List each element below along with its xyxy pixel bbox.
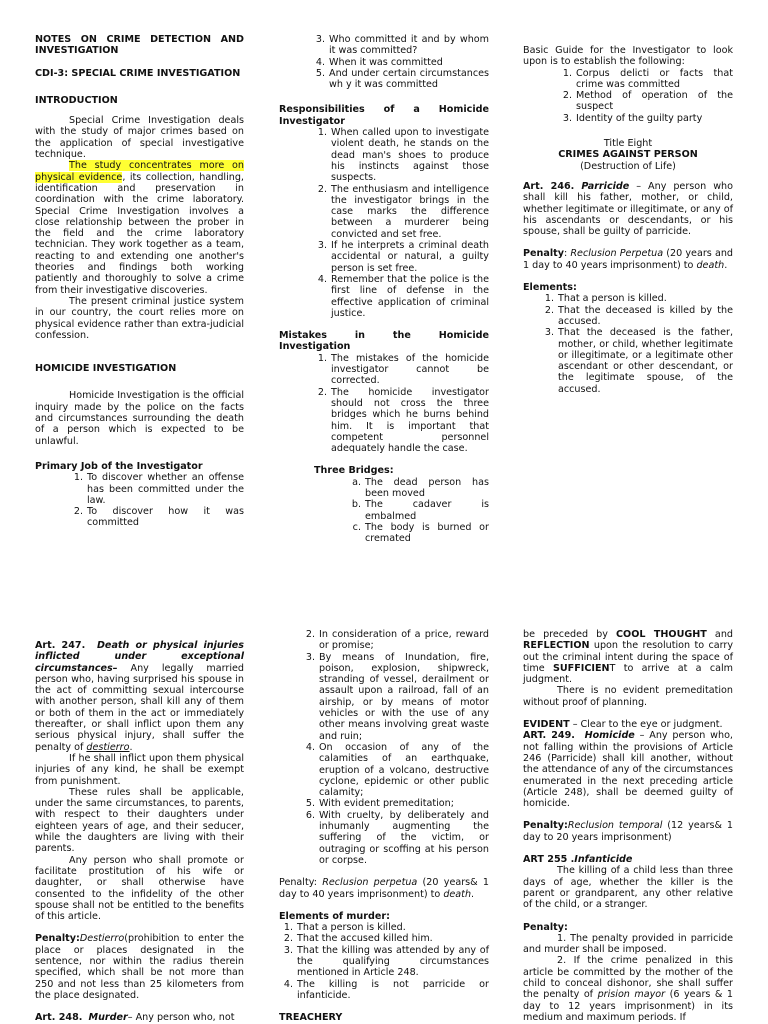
list-item: 4. Remember that the police is the first line of defense in the effective application of criminal justice.: [317, 273, 489, 319]
qualifying-circumstances-list: [279, 629, 489, 866]
homicide-paragraph: Homicide Investigation is the official inquiry made by the police on the facts and circumstances surrounding the death of a person which is expected to be unlawful.: [35, 390, 244, 447]
list-item: 2. The enthusiasm and intelligence the investigator brings in the case marks the difference between a murderer being convicted and set free.: [317, 183, 489, 240]
list-item: 2. The homicide investigator should not cross the three bridges which he burns behind him. It is important that competent personnel adequately handle the case.: [317, 386, 489, 455]
homicide-heading: HOMICIDE INVESTIGATION: [35, 363, 177, 375]
mistakes-list: [279, 353, 489, 455]
homicide-penalty: Penalty:Reclusion temporal (12 years& 1 day to 20 years imprisonment): [523, 820, 733, 843]
doc-title: NOTES ON CRIME DETECTION AND INVESTIGATION: [35, 34, 244, 57]
bottom-middle-column: [279, 629, 489, 1024]
responsibilities-heading: Responsibilities of a Homicide Investigator: [279, 104, 489, 127]
primary-job-list: [35, 472, 244, 528]
treachery-heading: TREACHERY: [279, 1012, 343, 1024]
list-item: 4. The killing is not parricide or infanticide.: [283, 978, 489, 1001]
destruction-of-life: (Destruction of Life): [580, 160, 676, 172]
intro-paragraph-2: [35, 160, 244, 296]
art-246-paragraph: Art. 246. Parricide – Any person who shall kill his father, mother, or child, whether legitimate or illegitimate, or any of his ascendants or descendants, or his spouse, shall be guilty of parricide.: [523, 180, 733, 238]
primary-job-heading: Primary Job of the Investigator: [35, 460, 203, 472]
art-247-paragraph-3: These rules shall be applicable, under the same circumstances, to parents, with respect to their daughters under eighteen years of age, and their seducer, while the daughters are living with their parents.: [35, 786, 244, 855]
list-item: 2. In consideration of a price, reward or promise;: [305, 629, 489, 652]
top-middle-column: [279, 34, 489, 544]
list-item: 5. And under certain circumstances wh y it was committed: [315, 67, 489, 91]
list-item: 2. That the deceased is killed by the accused.: [544, 304, 733, 327]
list-item: 1. That a person is killed.: [283, 922, 406, 934]
doc-subtitle: CDI-3: SPECIAL CRIME INVESTIGATION: [35, 67, 241, 79]
list-item: 4. When it was committed: [315, 56, 443, 68]
art-247-paragraph: Art. 247. Death or physical injuries inflicted under exceptional circumstances– Any legally married person who, having surprised his spouse in the act of committing sexual intercourse with another person, shall kill any of them or both of them in the act or immediately thereafter, or shall inflict upon them any serious physical injury, shall suffer the penalty of destierro.: [35, 640, 244, 753]
basic-guide-intro: Basic Guide for the Investigator to look upon is to establish the following:: [523, 45, 733, 68]
elements-of-murder-list: [279, 922, 489, 1001]
art-247-paragraph-4: Any person who shall promote or facilitate prostitution of his wife or daughter, or shall otherwise have consented to the infidelity of the other spouse shall not be entitled to the benefits of this article.: [35, 854, 244, 923]
list-item: 2. Method of operation of the suspect: [562, 90, 733, 113]
three-bridges-heading: Three Bridges:: [314, 465, 394, 477]
mistakes-heading: Mistakes in the Homicide Investigation: [279, 330, 489, 353]
basic-guide-list: [523, 68, 733, 124]
list-item: 5. With evident premeditation;: [305, 798, 454, 810]
list-item: 3. If he interprets a criminal death accidental or natural, a guilty person is set free.: [317, 240, 489, 274]
bottom-right-column: [523, 629, 733, 1023]
art-246-penalty: Penalty: Reclusion Perpetua (20 years and 1 day to 40 years imprisonment) to death.: [523, 248, 733, 271]
elements-list: [523, 293, 733, 395]
intro-paragraph-1: Special Crime Investigation deals with the study of major crimes based on the application of special investigative technique.: [35, 115, 244, 161]
top-left-column: [35, 34, 244, 529]
list-item: 3. Who committed it and by whom it was committed?: [315, 34, 489, 57]
crimes-against-person-heading: CRIMES AGAINST PERSON: [558, 149, 698, 161]
list-item: a. The dead person has been moved: [352, 476, 489, 499]
list-item: 2. That the accused killed him.: [283, 933, 433, 945]
evident-premeditation-paragraph: be preceded by COOL THOUGHT and REFLECTION upon the resolution to carry out the criminal intent during the space of time SUFFICIENT to arrive at a calm judgment.: [523, 629, 733, 686]
list-item: 6. With cruelty, by deliberately and inhumanly augmenting the suffering of the victim, or outraging or scoffing at his person or corpse.: [305, 809, 489, 866]
art-255-heading: ART 255 .Infanticide: [523, 854, 633, 866]
art-248-paragraph: Art. 248. Murder– Any person who, not: [35, 1012, 235, 1024]
evident-definition: EVIDENT – Clear to the eye or judgment.: [523, 719, 723, 731]
list-item: 3. Identity of the guilty party: [562, 112, 703, 124]
elements-of-murder-heading: Elements of murder:: [279, 910, 390, 922]
bottom-left-column: [35, 640, 244, 1024]
intro-paragraph-2-rest: , its collection, handling, identification and preservation in coordination with the crime laboratory. Special Crime Investigation involves a close relationship between the prober in the field and the crime laboratory technician. They work together as a team, reacting to and extending one another's theories and findings both working patiently and thoroughly to solve a crime from their investigative discoveries.: [35, 171, 244, 296]
intro-paragraph-3: The present criminal justice system in our country, the court relies more on physical evidence rather than extra-judicial confession.: [35, 295, 244, 341]
art-255-paragraph: The killing of a child less than three days of age, whether the killer is the parent or grandparent, any other relative of the child, or a stranger.: [523, 865, 733, 911]
elements-heading: Elements:: [523, 282, 577, 294]
list-item: 3. By means of Inundation, fire, poison, explosion, shipwreck, stranding of vessel, derailment or assault upon a railroad, fall of an airship, or by means of motor vehicles or with the use of any other means involving great waste and ruin;: [305, 651, 489, 742]
list-item: 3. That the killing was attended by any of the qualifying circumstances mentioned in Article 248.: [283, 944, 489, 979]
list-item: 1. When called upon to investigate violent death, he stands on the dead man's shoes to produce his instincts against those suspects.: [317, 127, 489, 184]
title-eight: Title Eight: [603, 138, 653, 150]
list-item: 1. That a person is killed.: [544, 293, 667, 305]
list-item: c. The body is burned or cremated: [352, 521, 489, 545]
list-item: b. The cadaver is embalmed: [351, 499, 489, 522]
murder-penalty: Penalty: Reclusion perpetua (20 years& 1 day to 40 years imprisonment) to death.: [279, 877, 489, 900]
art-247-penalty: Penalty:Destierro(prohibition to enter the place or places designated in the sentence, nor within the radius therein specified, which shall be not more than 250 and not less than 25 kilometers from the place designated.: [35, 933, 244, 1001]
art-249-paragraph: ART. 249. Homicide – Any person who, not falling within the provisions of Article 246 (Parricide) shall kill another, without the attendance of any of the circumstances enumerated in the next preceding article (Article 248), shall be deemed guilty of homicide.: [523, 730, 733, 810]
list-item: 4. On occasion of any of the calamities of an earthquake, eruption of a volcano, destructive cyclone, epidemic or other public calamity;: [305, 741, 489, 799]
list-item: 1. The mistakes of the homicide investigator cannot be corrected.: [317, 352, 489, 387]
infanticide-penalty-heading: Penalty:: [523, 921, 568, 933]
infanticide-penalty-2: 2. If the crime penalized in this article be committed by the mother of the child to conceal dishonor, she shall suffer the penalty of prision mayor (6 years & 1 day to 12 years imprisonment) in its medium and maximum periods. If: [523, 955, 733, 1023]
three-bridges-list: [279, 477, 489, 545]
highlighted-text: The study concentrates more on physical evidence: [35, 160, 244, 183]
top-right-column: [523, 45, 733, 395]
list-item: 2. To discover how it was committed: [73, 506, 244, 529]
list-item: 1. Corpus delicti or facts that crime was committed: [562, 67, 733, 90]
intro-heading: INTRODUCTION: [35, 94, 118, 106]
responsibilities-list: [279, 127, 489, 319]
list-item: 1. To discover whether an offense has been committed under the law.: [73, 472, 244, 506]
no-premeditation-paragraph: There is no evident premeditation without proof of planning.: [523, 685, 733, 708]
list-item: 3. That the deceased is the father, mother, or child, whether legitimate or illegitimate, or a legitimate other ascendant or other descendant, or the legitimate spouse, of the accused.: [544, 327, 733, 395]
who-when-list: [279, 34, 489, 90]
infanticide-penalty-1: 1. The penalty provided in parricide and murder shall be imposed.: [523, 932, 733, 956]
art-247-paragraph-2: If he shall inflict upon them physical injuries of any kind, he shall be exempt from punishment.: [35, 752, 244, 787]
